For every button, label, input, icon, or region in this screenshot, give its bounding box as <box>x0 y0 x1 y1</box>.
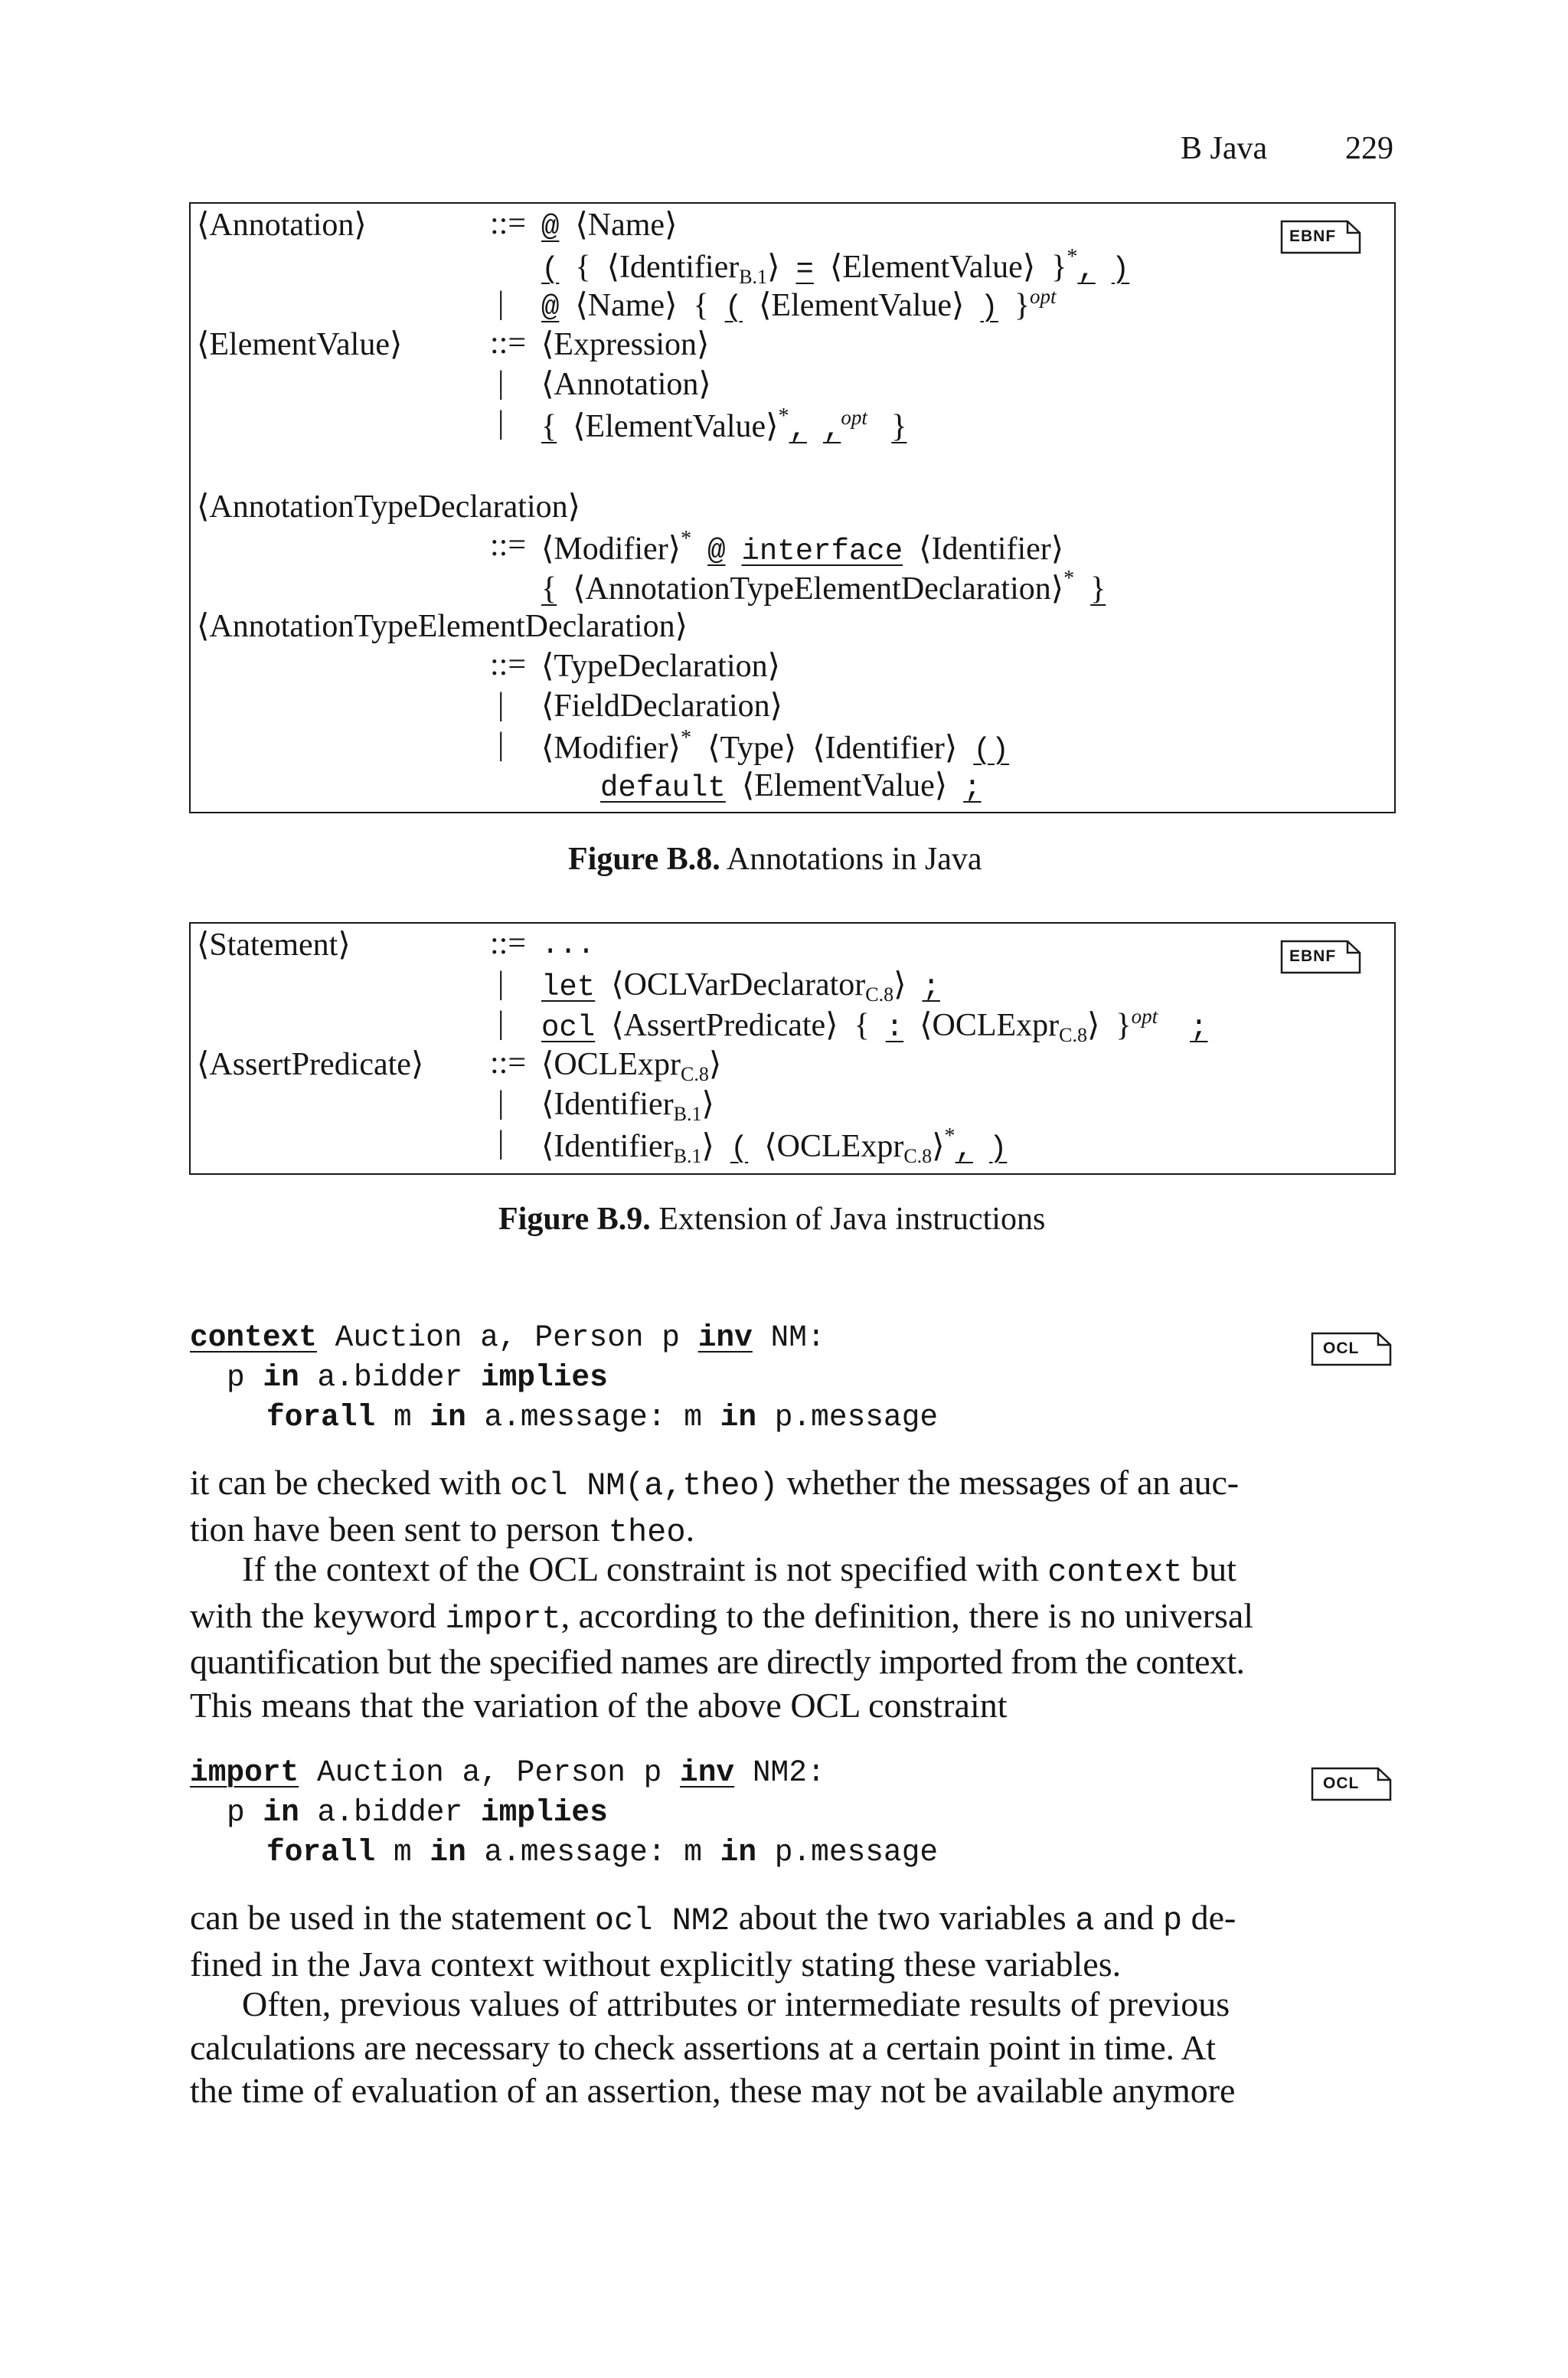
ebnf-line: ⟨Modifier⟩* ⟨Type⟩ ⟨Identifier⟩ () <box>541 726 1010 767</box>
nonterminal-statement: ⟨Statement⟩ <box>197 927 351 963</box>
ebnf-line: ⟨OCLExpr$_{C.8}$⟩ <box>541 1047 722 1085</box>
code-line: p in a.bidder implies <box>227 1360 608 1395</box>
ebnf-tag-icon: EBNF <box>1280 937 1361 976</box>
figure-b8-caption: Figure B.8. Annotations in Java <box>568 842 982 877</box>
paragraph: it can be checked with ocl NM(a,theo) whether the messages of an auc- tion have been sent to person theo. <box>190 1463 1239 1551</box>
ebnf-line: @ ⟨Name⟩ <box>541 208 678 244</box>
alt-bar: | <box>498 1085 505 1120</box>
paragraph: can be used in the statement ocl NM2 about the two variables a and p de- fined in the Java context without explicitly stating these variables. <box>190 1898 1236 1984</box>
running-header-section: B Java <box>1181 131 1268 166</box>
ebnf-line: let ⟨OCLVarDeclarator$_{C.8}$⟩ ; <box>541 967 940 1006</box>
alt-bar: | <box>498 1125 505 1160</box>
nonterminal-annotationtypedeclaration: ⟨AnnotationTypeDeclaration⟩ <box>197 489 581 525</box>
nonterminal-elementvalue: ⟨ElementValue⟩ <box>197 327 403 362</box>
ebnf-tag-icon: EBNF <box>1280 218 1361 256</box>
ebnf-line: { ⟨AnnotationTypeElementDeclaration⟩* } <box>541 567 1106 607</box>
def-symbol: ::= <box>490 926 527 961</box>
ellipsis: ... <box>541 928 596 962</box>
ebnf-line: ⟨Expression⟩ <box>541 327 710 362</box>
nonterminal-annotation: ⟨Annotation⟩ <box>197 208 367 243</box>
ocl-tag-icon: OCL <box>1311 1330 1392 1368</box>
alt-bar: | <box>498 405 505 440</box>
figure-b9-caption: Figure B.9. Extension of Java instructions <box>498 1202 1046 1237</box>
alt-bar: | <box>498 687 505 722</box>
def-symbol: ::= <box>490 647 527 682</box>
ebnf-line: ⟨Identifier$_{B.1}$⟩ <box>541 1087 714 1125</box>
def-symbol: ::= <box>490 528 527 563</box>
ebnf-line: ( { ⟨Identifier$_{B.1}$⟩ = ⟨ElementValue⟩ }*, ) <box>541 245 1130 288</box>
code-line: forall m in a.message: m in p.message <box>266 1835 939 1869</box>
code-line: forall m in a.message: m in p.message <box>266 1400 939 1434</box>
ebnf-line: ⟨TypeDeclaration⟩ <box>541 649 781 684</box>
nonterminal-annotationtypeelementdeclaration: ⟨AnnotationTypeElementDeclaration⟩ <box>197 609 688 644</box>
paragraph: If the context of the OCL constraint is not specified with context but with the keyword import, according to the definition, there is no universal quantification but the specified names are directly imported from the context. This means that the variation of the above OCL constraint <box>190 1549 1254 1725</box>
ocl-tag-icon: OCL <box>1311 1765 1392 1803</box>
code-line: import Auction a, Person p inv NM2: <box>190 1755 825 1790</box>
alt-bar: | <box>498 727 505 762</box>
nonterminal-assertpredicate: ⟨AssertPredicate⟩ <box>197 1047 424 1082</box>
alt-bar: | <box>498 1006 505 1041</box>
ebnf-line: { ⟨ElementValue⟩*, ,$^{opt}$ } <box>541 404 907 446</box>
ebnf-line: ocl ⟨AssertPredicate⟩ { : ⟨OCLExpr$_{C.8}$⟩ }$^{opt}$ ; <box>541 1005 1208 1046</box>
alt-bar: | <box>498 365 505 401</box>
ebnf-line: ⟨Modifier⟩* @ interface ⟨Identifier⟩ <box>541 527 1064 568</box>
def-symbol: ::= <box>490 206 527 241</box>
ebnf-line: default ⟨ElementValue⟩ ; <box>600 768 982 805</box>
ebnf-line: ⟨Annotation⟩ <box>541 367 711 402</box>
code-line: p in a.bidder implies <box>227 1795 608 1830</box>
alt-bar: | <box>498 966 505 1001</box>
alt-bar: | <box>498 286 505 321</box>
paragraph: Often, previous values of attributes or intermediate results of previous calculations are necessary to check assertions at a certain point in time. At the time of evaluation of an assertion, these may not be available anymore <box>190 1984 1236 2110</box>
ebnf-line: @ ⟨Name⟩ { ( ⟨ElementValue⟩ ) }$^{opt}$ <box>541 285 1057 325</box>
code-line: context Auction a, Person p inv NM: <box>190 1320 825 1355</box>
def-symbol: ::= <box>490 1045 527 1081</box>
ebnf-line: ⟨Identifier$_{B.1}$⟩ ( ⟨OCLExpr$_{C.8}$⟩*, ) <box>541 1124 1008 1167</box>
ebnf-line: ⟨FieldDeclaration⟩ <box>541 689 782 724</box>
page-number: 229 <box>1345 131 1393 166</box>
def-symbol: ::= <box>490 325 527 361</box>
